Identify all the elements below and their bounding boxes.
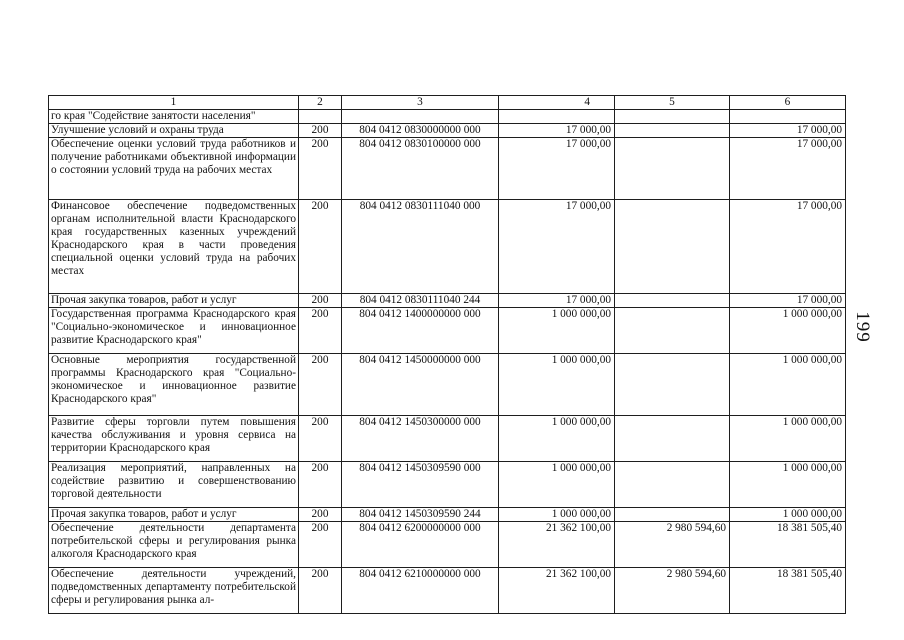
cell-col2: 200	[299, 416, 342, 462]
table-row	[49, 308, 846, 354]
cell-col5	[615, 110, 730, 124]
cell-description: Улучшение условий и охраны труда	[49, 124, 299, 138]
col-header-1: 1	[49, 96, 299, 110]
cell-budget-code: 804 0412 1450309590 000	[342, 462, 499, 508]
cell-col4: 21 362 100,00	[499, 568, 615, 614]
cell-budget-code: 804 0412 6200000000 000	[342, 522, 499, 568]
cell-col5	[615, 200, 730, 294]
table-row	[49, 294, 846, 308]
cell-budget-code	[342, 110, 499, 124]
cell-col4: 17 000,00	[499, 138, 615, 200]
cell-col4: 1 000 000,00	[499, 308, 615, 354]
cell-budget-code: 804 0412 0830111040 000	[342, 200, 499, 294]
cell-col4: 1 000 000,00	[499, 354, 615, 416]
cell-description: го края "Содействие занятости населения"	[49, 110, 299, 124]
cell-col2: 200	[299, 354, 342, 416]
cell-description: Основные мероприятия государственной программы Краснодарского края "Социально-экономическое и инновационное развитие Краснодарского края"	[49, 354, 299, 416]
cell-description: Обеспечение деятельности департамента потребительской сферы и регулирования рынка алкоголя Краснодарского края	[49, 522, 299, 568]
cell-description: Развитие сферы торговли путем повышения качества обслуживания и уровня сервиса на территории Краснодарского края	[49, 416, 299, 462]
cell-budget-code: 804 0412 6210000000 000	[342, 568, 499, 614]
cell-col5	[615, 354, 730, 416]
table-row	[49, 124, 846, 138]
cell-col6: 1 000 000,00	[730, 416, 846, 462]
cell-col5	[615, 462, 730, 508]
cell-col4: 1 000 000,00	[499, 508, 615, 522]
cell-budget-code: 804 0412 0830111040 244	[342, 294, 499, 308]
cell-col6: 17 000,00	[730, 200, 846, 294]
table-row	[49, 110, 846, 124]
table-row	[49, 138, 846, 200]
cell-col2: 200	[299, 568, 342, 614]
cell-col6: 1 000 000,00	[730, 308, 846, 354]
cell-budget-code: 804 0412 0830000000 000	[342, 124, 499, 138]
header-row	[49, 96, 846, 110]
cell-description: Реализация мероприятий, направленных на содействие развитию и совершенствованию торговой деятельности	[49, 462, 299, 508]
cell-col5	[615, 416, 730, 462]
cell-budget-code: 804 0412 1400000000 000	[342, 308, 499, 354]
cell-col4: 1 000 000,00	[499, 416, 615, 462]
cell-col5	[615, 508, 730, 522]
cell-description: Обеспечение деятельности учреждений, подведомственных департаменту потребительской сферы и регулирования рынка ал-	[49, 568, 299, 614]
cell-col2: 200	[299, 308, 342, 354]
cell-col2: 200	[299, 462, 342, 508]
cell-col6: 18 381 505,40	[730, 568, 846, 614]
cell-col2: 200	[299, 124, 342, 138]
cell-col6: 17 000,00	[730, 138, 846, 200]
cell-description: Прочая закупка товаров, работ и услуг	[49, 508, 299, 522]
cell-description: Прочая закупка товаров, работ и услуг	[49, 294, 299, 308]
col-header-3: 3	[342, 96, 499, 110]
cell-budget-code: 804 0412 1450000000 000	[342, 354, 499, 416]
cell-col4: 17 000,00	[499, 200, 615, 294]
cell-col6: 18 381 505,40	[730, 522, 846, 568]
page-number: 199	[851, 311, 873, 343]
table-row	[49, 568, 846, 614]
cell-col2: 200	[299, 508, 342, 522]
cell-col6: 1 000 000,00	[730, 354, 846, 416]
cell-description: Финансовое обеспечение подведомственных органам исполнительной власти Краснодарского края государственных казенных учреждений Краснодарского края в части проведения специальной оценки условий труда на рабочих местах	[49, 200, 299, 294]
cell-col6: 1 000 000,00	[730, 508, 846, 522]
cell-col6: 17 000,00	[730, 124, 846, 138]
table-row	[49, 416, 846, 462]
cell-col4: 1 000 000,00	[499, 462, 615, 508]
col-header-4: 4	[499, 96, 615, 110]
cell-budget-code: 804 0412 0830100000 000	[342, 138, 499, 200]
cell-col2: 200	[299, 200, 342, 294]
cell-budget-code: 804 0412 1450300000 000	[342, 416, 499, 462]
cell-col6	[730, 110, 846, 124]
col-header-2: 2	[299, 96, 342, 110]
cell-col4: 21 362 100,00	[499, 522, 615, 568]
col-header-5: 5	[615, 96, 730, 110]
cell-col5	[615, 138, 730, 200]
table-row	[49, 462, 846, 508]
cell-col4	[499, 110, 615, 124]
cell-col4: 17 000,00	[499, 294, 615, 308]
table-row	[49, 508, 846, 522]
cell-col2: 200	[299, 294, 342, 308]
cell-description: Государственная программа Краснодарского края "Социально-экономическое и инновационное развитие Краснодарского края"	[49, 308, 299, 354]
cell-col5	[615, 294, 730, 308]
cell-col6: 1 000 000,00	[730, 462, 846, 508]
table-row	[49, 200, 846, 294]
budget-table	[48, 95, 846, 614]
cell-description: Обеспечение оценки условий труда работников и получение работниками объективной информации о состоянии условий труда на рабочих местах	[49, 138, 299, 200]
col-header-6: 6	[730, 96, 846, 110]
cell-col6: 17 000,00	[730, 294, 846, 308]
cell-col5	[615, 124, 730, 138]
cell-col2: 200	[299, 138, 342, 200]
cell-budget-code: 804 0412 1450309590 244	[342, 508, 499, 522]
cell-col2	[299, 110, 342, 124]
cell-col5	[615, 308, 730, 354]
cell-col4: 17 000,00	[499, 124, 615, 138]
cell-col5: 2 980 594,60	[615, 522, 730, 568]
table-row	[49, 522, 846, 568]
cell-col2: 200	[299, 522, 342, 568]
cell-col5: 2 980 594,60	[615, 568, 730, 614]
table-row	[49, 354, 846, 416]
